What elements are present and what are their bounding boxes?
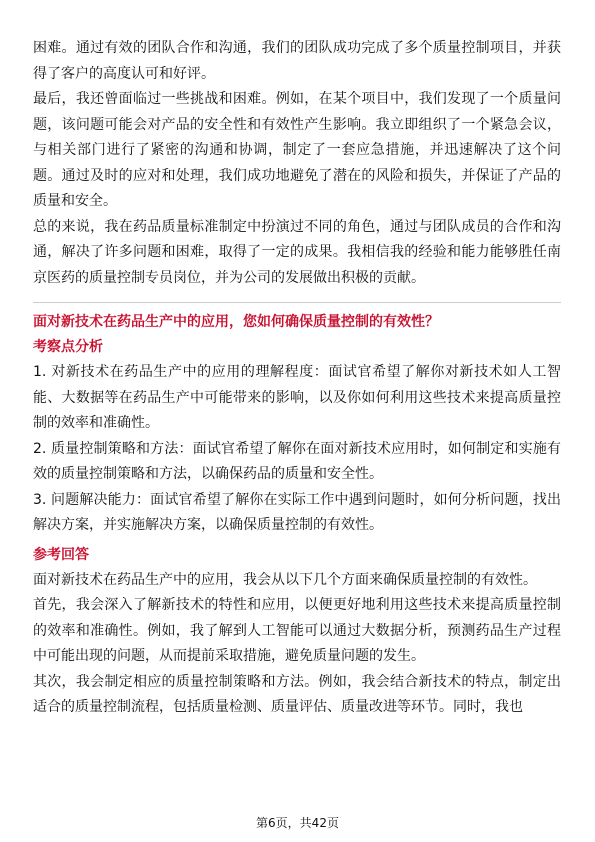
intro-paragraph: 最后，我还曾面临过一些挑战和困难。例如，在某个项目中，我们发现了一个质量问题，该问题可能会对产品的安全性和有效性产生影响。我立即组织了一个紧急会议，与相关部门进行了紧密的沟通和协调，制定了一套应急措施，并迅速解决了这个问题。通过及时的应对和处理，我们成功地避免了潜在的风险和损失，并保证了产品的质量和安全。 (33, 91, 561, 209)
analysis-heading: 考察点分析 (33, 339, 103, 355)
intro-paragraph: 总的来说，我在药品质量标准制定中扮演过不同的角色，通过与团队成员的合作和沟通，解决了许多问题和困难，取得了一定的成果。我相信我的经验和能力能够胜任南京医药的质量控制专员岗位，并为公司的发展做出积极的贡献。 (33, 218, 561, 286)
answer-paragraph: 其次，我会制定相应的质量控制策略和方法。例如，我会结合新技术的特点，制定出适合的质量控制流程，包括质量检测、质量评估、质量改进等环节。同时，我也 (33, 673, 561, 715)
answer-paragraph: 首先，我会深入了解新技术的特性和应用，以便更好地利用这些技术来提高质量控制的效率和准确性。例如，我了解到人工智能可以通过大数据分析，预测药品生产过程中可能出现的问题，从而提前采取措施，避免质量问题的发生。 (33, 597, 561, 664)
analysis-item: 3. 问题解决能力：面试官希望了解你在实际工作中遇到问题时，如何分析问题，找出解决方案，并实施解决方案，以确保质量控制的有效性。 (33, 491, 561, 533)
answer-paragraph: 面对新技术在药品生产中的应用，我会从以下几个方面来确保质量控制的有效性。 (33, 571, 537, 588)
analysis-item: 1. 对新技术在药品生产中的应用的理解程度：面试官希望了解你对新技术如人工智能、大数据等在药品生产中可能带来的影响，以及你如何利用这些技术来提高质量控制的效率和准确性。 (33, 364, 561, 431)
answer-heading: 参考回答 (33, 546, 89, 563)
page-number: 第6页，共42页 (256, 816, 339, 830)
question-heading: 面对新技术在药品生产中的应用，您如何确保质量控制的有效性？ (33, 314, 439, 330)
page-content (33, 36, 561, 721)
analysis-item: 2. 质量控制策略和方法：面试官希望了解你在面对新技术应用时，如何制定和实施有效的质量控制策略和方法，以确保药品的质量和安全性。 (33, 440, 561, 482)
section-divider (33, 302, 561, 303)
intro-paragraph: 困难。通过有效的团队合作和沟通，我们的团队成功完成了多个质量控制项目，并获得了客户的高度认可和好评。 (33, 40, 561, 82)
